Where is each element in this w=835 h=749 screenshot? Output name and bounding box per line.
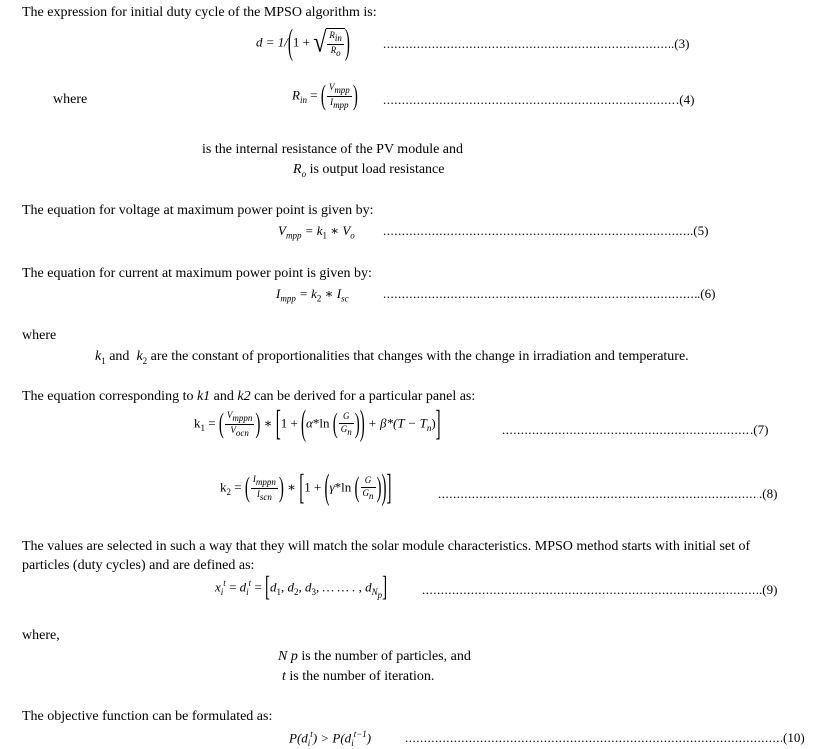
equation-number-6: .(6)	[697, 286, 716, 301]
equation-9: $x_i^t = d_i^t = [d_1$, $d_2$, $d_3$, … … . , $d_{N_p}$]	[215, 573, 388, 604]
intro-duty-text: The expression for initial duty cycle of the MPSO algorithm is:	[22, 5, 377, 20]
intro-impp-text: The equation for current at maximum power point is given by:	[22, 266, 372, 281]
values-paragraph-line-1: The values are selected in such a way that they will match the solar module characteristics. MPSO method starts with initial set of	[22, 539, 751, 554]
equation-number-9: .(9)	[759, 582, 778, 597]
equation-number-3: .(3)	[671, 36, 690, 51]
leader-dots-9	[422, 582, 758, 598]
intro-k-text: The equation corresponding to k1 and k2 can be derived for a particular panel as:	[22, 389, 476, 404]
leader-dots-5	[383, 223, 690, 239]
where-label-3: where,	[22, 628, 60, 643]
t-description: t is the number of iteration.	[282, 669, 435, 684]
leader-dots-7	[502, 422, 749, 438]
equation-6: $I_{mpp} = k_2$ ∗ $I_{sc}$	[276, 286, 349, 304]
k-description: $k_1$ and $k_2$ are the constant of proportionalities that changes with the change in irradiation and temperature.	[95, 349, 689, 366]
equation-3: d = 1/(1 + √ $\frac{R_{in}}{R_o}$ )	[256, 24, 350, 63]
rin-description: is the internal resistance of the PV module and	[202, 142, 464, 157]
equation-number-4: .(4)	[676, 92, 695, 107]
leader-dots-8	[438, 486, 758, 502]
equation-4: $R_{in}$ = ( $\frac{V_{mpp}}{I_{mpp}}$ )	[292, 81, 358, 112]
leader-dots-3	[383, 36, 670, 52]
equation-number-10: (10)	[783, 730, 805, 745]
leader-dots-6	[383, 286, 697, 302]
where-label: where	[53, 92, 88, 107]
leader-dots-10	[405, 730, 782, 746]
where-label-2: where	[22, 328, 57, 343]
intro-objective-text: The objective function can be formulated as:	[22, 709, 273, 724]
equation-7: $k_1$ = ( $\frac{V_{mppn}}{V_{ocn}}$ ) ∗ [1 + (α*ln ( $\frac{G}{G_n}$ )) + $\beta*(T - T_n)$]	[194, 405, 441, 444]
leader-dots-4	[383, 92, 676, 108]
equation-10: $P(d_i^t) > P(d_i^{t-1})$	[289, 729, 372, 748]
np-description: N p is the number of particles, and	[278, 649, 471, 664]
equation-number-8: .(8)	[759, 486, 778, 501]
equation-8: $k_2$ = ( $\frac{I_{mppn}}{I_{scn}}$ ) ∗ [1 + (γ*ln ( $\frac{G}{G_n}$ ))]	[220, 469, 392, 508]
equation-number-5: .(5)	[690, 223, 709, 238]
intro-vmpp-text: The equation for voltage at maximum power point is given by:	[22, 203, 374, 218]
values-paragraph-line-2: particles (duty cycles) and are defined as:	[22, 558, 255, 573]
equation-5: $V_{mpp} = k_1$ ∗ $V_o$	[278, 223, 355, 241]
ro-description: $R_o$ is output load resistance	[293, 162, 445, 179]
equation-number-7: .(7)	[750, 422, 769, 437]
